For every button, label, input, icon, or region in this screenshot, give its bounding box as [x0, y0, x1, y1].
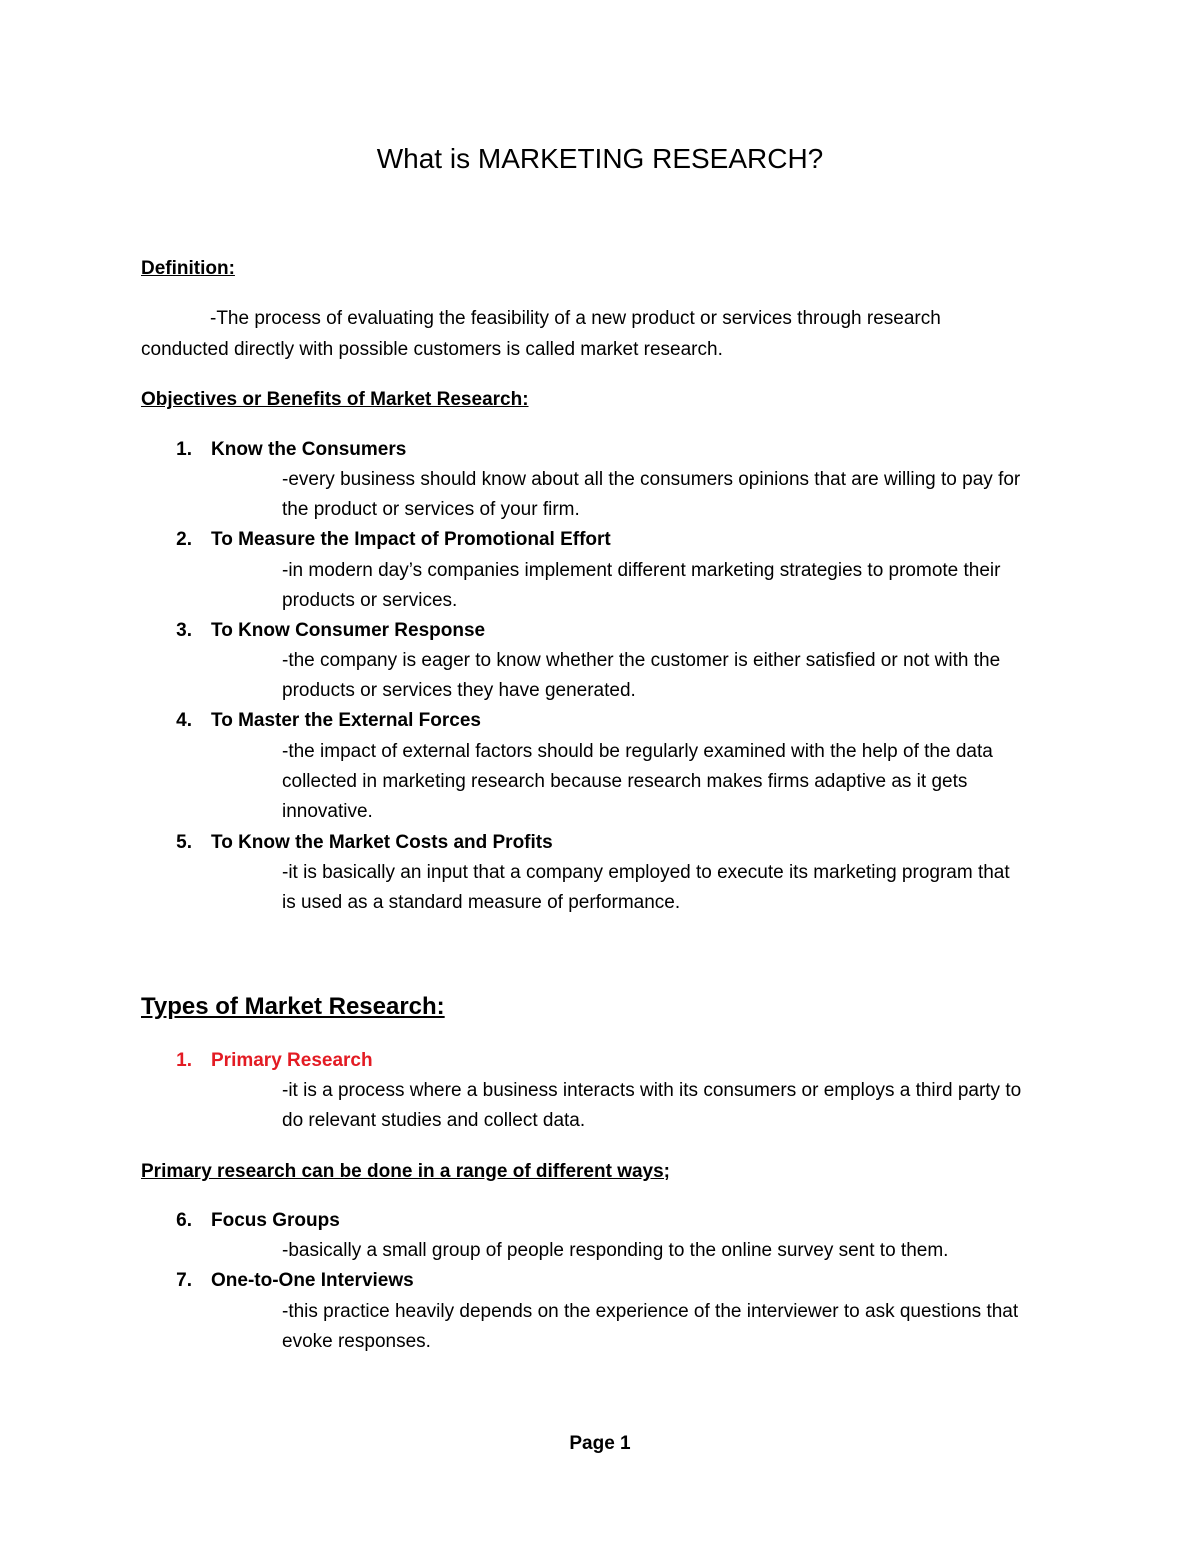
ways-heading: Primary research can be done in a range of different ways;: [141, 1161, 671, 1182]
objective-description-line: collected in marketing research because research makes firms adaptive as it gets: [282, 771, 968, 792]
objective-title: To Measure the Impact of Promotional Effort: [211, 529, 611, 550]
objective-title: To Know the Market Costs and Profits: [211, 832, 553, 853]
objective-number: 2.: [176, 529, 192, 550]
type-description-line: do relevant studies and collect data.: [282, 1110, 586, 1131]
objective-description-line: -every business should know about all the consumers opinions that are willing to pay for: [282, 469, 1021, 490]
type-number: 1.: [176, 1050, 192, 1071]
way-title: One-to-One Interviews: [211, 1270, 414, 1291]
page-title: What is MARKETING RESEARCH?: [376, 143, 824, 174]
objectives-heading: Objectives or Benefits of Market Research:: [141, 389, 529, 410]
objective-description-line: -it is basically an input that a company employed to execute its marketing program that: [282, 862, 1010, 883]
objective-number: 1.: [176, 439, 192, 460]
objective-description-line: -the company is eager to know whether the customer is either satisfied or not with the: [282, 650, 1001, 671]
way-number: 7.: [176, 1270, 192, 1291]
objective-title: To Master the External Forces: [211, 710, 481, 731]
way-title: Focus Groups: [211, 1210, 340, 1231]
definition-line-2: conducted directly with possible customers is called market research.: [141, 339, 723, 360]
objective-title: Know the Consumers: [211, 439, 407, 460]
objective-number: 5.: [176, 832, 192, 853]
objective-number: 4.: [176, 710, 192, 731]
objective-description-line: -the impact of external factors should be regularly examined with the help of the data: [282, 741, 993, 762]
objective-description-line: is used as a standard measure of performance.: [282, 892, 681, 913]
type-title-primary-research: Primary Research: [211, 1050, 373, 1071]
definition-line-1: -The process of evaluating the feasibility of a new product or services through research: [210, 308, 941, 329]
objective-number: 3.: [176, 620, 192, 641]
types-heading: Types of Market Research:: [141, 993, 445, 1020]
type-description-line: -it is a process where a business interacts with its consumers or employs a third party to: [282, 1080, 1022, 1101]
way-description-line: -this practice heavily depends on the experience of the interviewer to ask questions that: [282, 1301, 1019, 1322]
way-number: 6.: [176, 1210, 192, 1231]
objective-description-line: products or services they have generated.: [282, 680, 636, 701]
objective-description-line: products or services.: [282, 590, 458, 611]
objective-description-line: the product or services of your firm.: [282, 499, 580, 520]
objective-description-line: innovative.: [282, 801, 373, 822]
page-number: Page 1: [569, 1433, 631, 1454]
way-description-line: evoke responses.: [282, 1331, 431, 1352]
objective-title: To Know Consumer Response: [211, 620, 486, 641]
way-description-line: -basically a small group of people responding to the online survey sent to them.: [282, 1240, 949, 1261]
objective-description-line: -in modern day’s companies implement different marketing strategies to promote their: [282, 560, 1001, 581]
definition-heading: Definition:: [141, 258, 235, 279]
